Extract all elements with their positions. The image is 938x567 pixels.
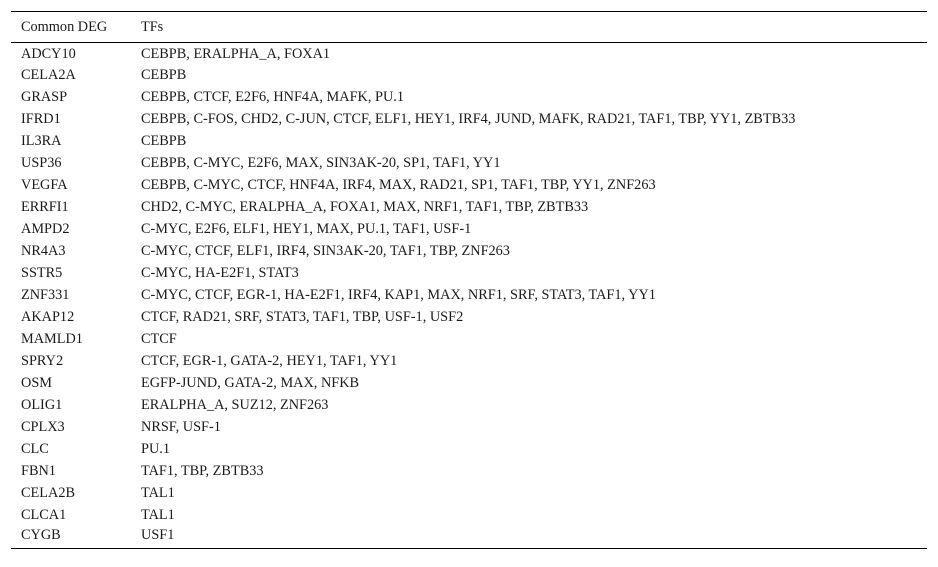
- cell-tfs: CEBPB: [141, 133, 187, 149]
- cell-common-deg: MAMLD1: [21, 331, 83, 347]
- cell-common-deg: CYGB: [21, 526, 61, 543]
- table-row: [11, 153, 927, 175]
- cell-common-deg: ERRFI1: [21, 199, 69, 215]
- cell-tfs: C-MYC, CTCF, ELF1, IRF4, SIN3AK-20, TAF1, TBP, ZNF263: [141, 243, 510, 259]
- table-row: [11, 461, 927, 483]
- table-row: [11, 483, 927, 505]
- table-row: [11, 87, 927, 109]
- cell-common-deg: USP36: [21, 155, 62, 171]
- table-row: [11, 131, 927, 153]
- cell-tfs: CEBPB, ERALPHA_A, FOXA1: [141, 46, 331, 63]
- cell-common-deg: IL3RA: [21, 133, 62, 149]
- cell-tfs: TAL1: [141, 507, 175, 523]
- table-body: [11, 43, 927, 549]
- table-row: [11, 43, 927, 65]
- table-header: [11, 12, 927, 43]
- cell-common-deg: GRASP: [21, 89, 68, 105]
- cell-common-deg: CELA2B: [21, 485, 76, 501]
- cell-tfs: EGFP-JUND, GATA-2, MAX, NFKB: [141, 375, 360, 391]
- cell-tfs: C-MYC, HA-E2F1, STAT3: [141, 265, 299, 281]
- table-row: [11, 505, 927, 527]
- table-row: [11, 329, 927, 351]
- cell-common-deg: NR4A3: [21, 243, 66, 259]
- cell-common-deg: VEGFA: [21, 177, 68, 193]
- header-common-deg: Common DEG: [21, 18, 108, 35]
- cell-tfs: TAF1, TBP, ZBTB33: [141, 463, 264, 479]
- table-row: [11, 351, 927, 373]
- cell-common-deg: CPLX3: [21, 419, 65, 435]
- cell-tfs: CEBPB: [141, 67, 187, 83]
- table-row: [11, 109, 927, 131]
- cell-tfs: CHD2, C-MYC, ERALPHA_A, FOXA1, MAX, NRF1, TAF1, TBP, ZBTB33: [141, 199, 589, 215]
- table-row: [11, 373, 927, 395]
- cell-common-deg: CLCA1: [21, 507, 67, 523]
- cell-tfs: CEBPB, CTCF, E2F6, HNF4A, MAFK, PU.1: [141, 89, 405, 105]
- cell-common-deg: CELA2A: [21, 67, 76, 83]
- header-row: [11, 12, 927, 43]
- cell-common-deg: FBN1: [21, 463, 56, 479]
- cell-tfs: ERALPHA_A, SUZ12, ZNF263: [141, 397, 329, 413]
- cell-common-deg: ADCY10: [21, 46, 76, 63]
- table-row: [11, 65, 927, 87]
- cell-common-deg: SSTR5: [21, 265, 63, 281]
- deg-tf-table-container: [11, 11, 927, 549]
- table-row: [11, 241, 927, 263]
- cell-tfs: CTCF, EGR-1, GATA-2, HEY1, TAF1, YY1: [141, 353, 398, 369]
- cell-tfs: CTCF, RAD21, SRF, STAT3, TAF1, TBP, USF-1, USF2: [141, 309, 464, 325]
- cell-common-deg: CLC: [21, 441, 49, 457]
- cell-common-deg: AMPD2: [21, 221, 70, 237]
- table-row: [11, 219, 927, 241]
- table-row: [11, 439, 927, 461]
- cell-tfs: PU.1: [141, 441, 170, 457]
- table-row: [11, 197, 927, 219]
- cell-tfs: USF1: [141, 526, 175, 543]
- table-row: [11, 527, 927, 549]
- cell-common-deg: IFRD1: [21, 111, 61, 127]
- cell-tfs: C-MYC, E2F6, ELF1, HEY1, MAX, PU.1, TAF1, USF-1: [141, 221, 472, 237]
- table-row: [11, 263, 927, 285]
- cell-tfs: NRSF, USF-1: [141, 419, 221, 435]
- cell-tfs: TAL1: [141, 485, 175, 501]
- table-row: [11, 307, 927, 329]
- cell-common-deg: OLIG1: [21, 397, 63, 413]
- cell-tfs: CTCF: [141, 331, 177, 347]
- cell-common-deg: SPRY2: [21, 353, 64, 369]
- table-row: [11, 395, 927, 417]
- cell-tfs: CEBPB, C-MYC, E2F6, MAX, SIN3AK-20, SP1, TAF1, YY1: [141, 155, 501, 171]
- cell-tfs: C-MYC, CTCF, EGR-1, HA-E2F1, IRF4, KAP1, MAX, NRF1, SRF, STAT3, TAF1, YY1: [141, 287, 656, 303]
- cell-common-deg: AKAP12: [21, 309, 75, 325]
- cell-tfs: CEBPB, C-MYC, CTCF, HNF4A, IRF4, MAX, RAD21, SP1, TAF1, TBP, YY1, ZNF263: [141, 177, 656, 193]
- table-row: [11, 417, 927, 439]
- table-row: [11, 285, 927, 307]
- cell-common-deg: OSM: [21, 375, 52, 391]
- deg-tf-table: [11, 11, 927, 549]
- cell-tfs: CEBPB, C-FOS, CHD2, C-JUN, CTCF, ELF1, HEY1, IRF4, JUND, MAFK, RAD21, TAF1, TBP, YY1, ZBTB33: [141, 111, 796, 127]
- table-row: [11, 175, 927, 197]
- cell-common-deg: ZNF331: [21, 287, 70, 303]
- header-tfs: TFs: [141, 18, 164, 35]
